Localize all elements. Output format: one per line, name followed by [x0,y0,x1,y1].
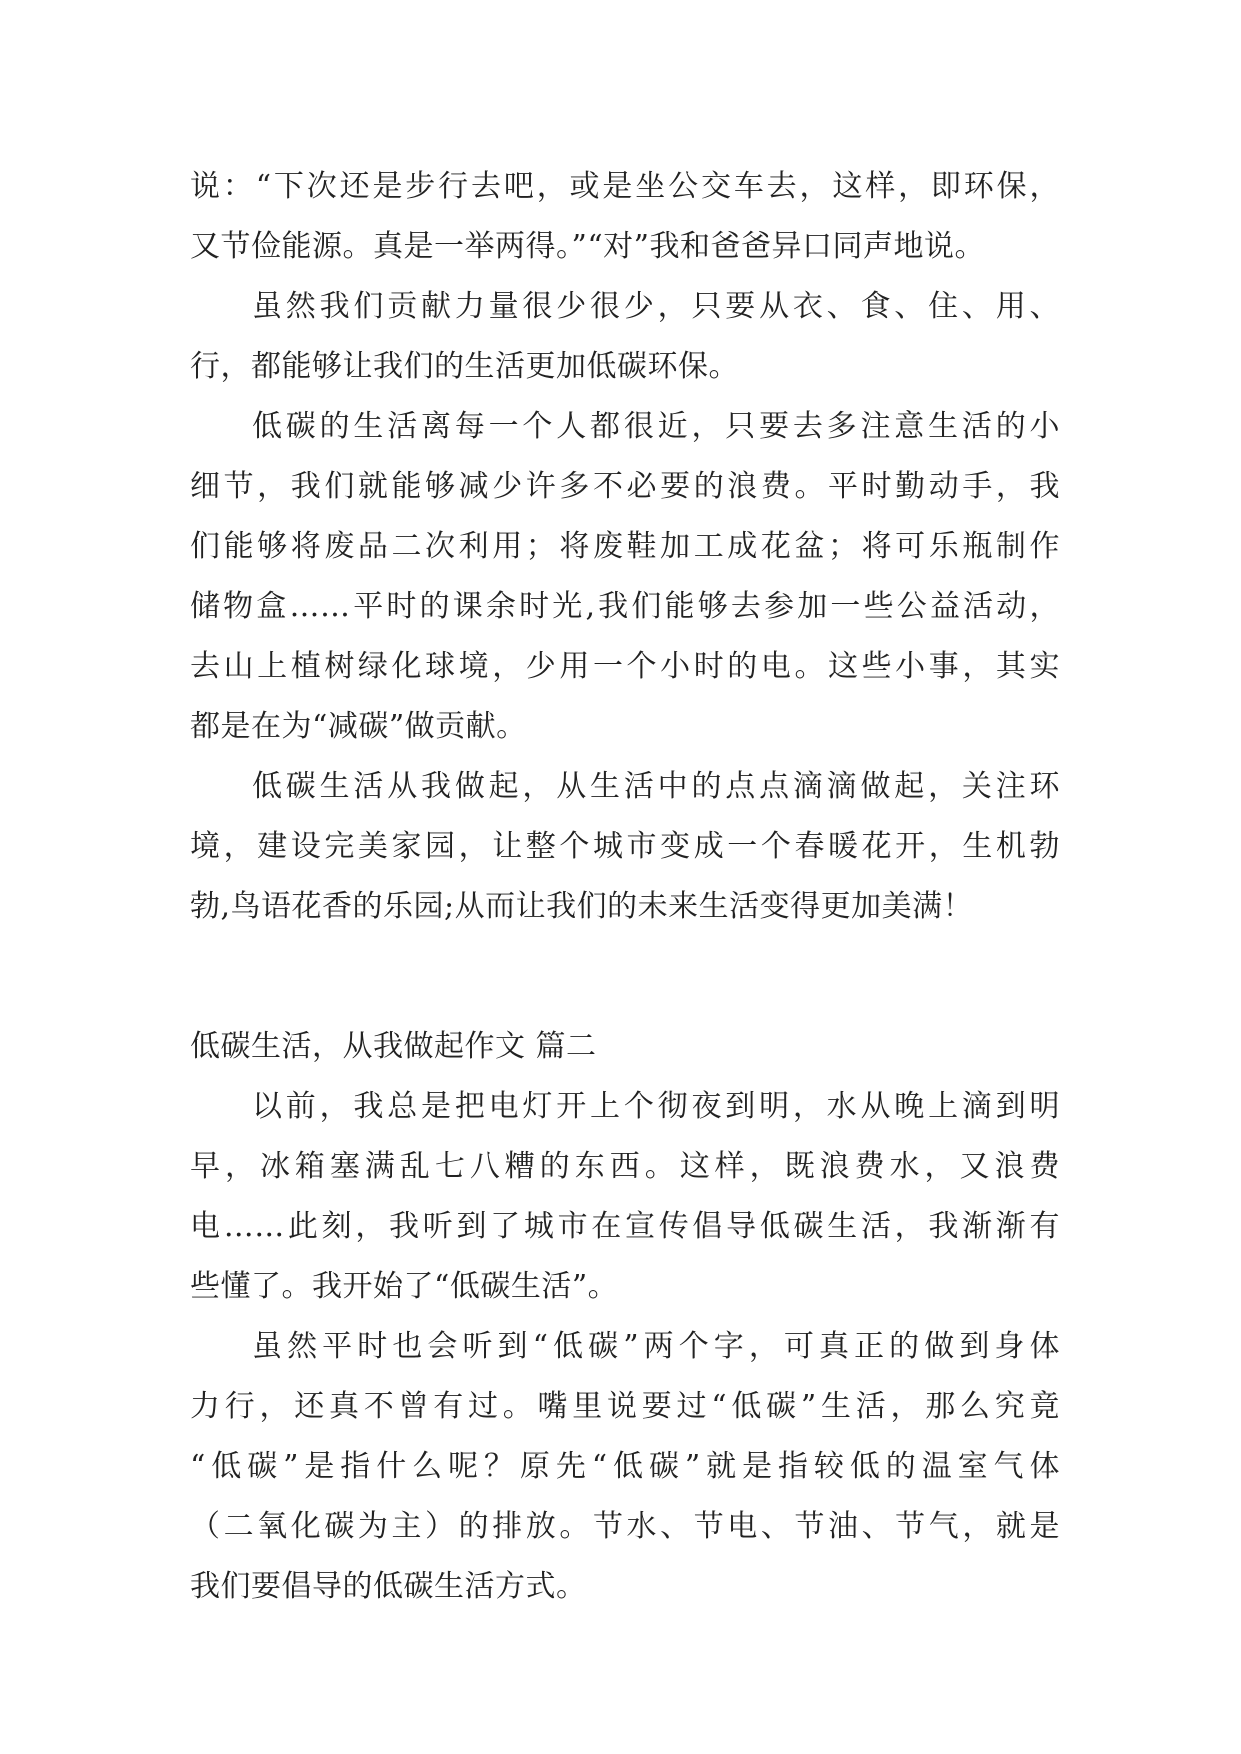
text-line: 虽然平时也会听到“低碳”两个字，可真正的做到身体 [252,1329,1060,1364]
section-heading: 低碳生活，从我做起作文 篇二 [190,1029,597,1064]
text-line: 储物盒……平时的课余时光,我们能够去参加一些公益活动， [190,589,1060,624]
text-line: 都是在为“减碳”做贡献。 [190,709,527,744]
text-line: 早，冰箱塞满乱七八糟的东西。这样，既浪费水，又浪费 [190,1149,1060,1184]
text-line: 虽然我们贡献力量很少很少，只要从衣、食、住、用、 [252,289,1060,324]
paragraph-continued-dialogue [190,157,1060,277]
text-line: 境，建设完美家园，让整个城市变成一个春暖花开，生机勃 [190,829,1060,864]
text-line: 又节俭能源。真是一举两得。”“对”我和爸爸异口同声地说。 [190,229,986,264]
document-page [190,157,1060,1617]
text-line: 些懂了。我开始了“低碳生活”。 [190,1269,619,1304]
text-line: 去山上植树绿化球境，少用一个小时的电。这些小事，其实 [190,649,1060,684]
text-line: 说：“下次还是步行去吧，或是坐公交车去，这样，即环保， [190,169,1060,204]
paragraph-conclusion [190,757,1060,937]
text-line: 低碳生活从我做起，从生活中的点点滴滴做起，关注环 [252,769,1060,804]
text-line: 勃,鸟语花香的乐园;从而让我们的未来生活变得更加美满！ [190,889,974,924]
text-line: “低碳”是指什么呢？原先“低碳”就是指较低的温室气体 [190,1449,1060,1484]
paragraph-low-carbon-life [190,397,1060,757]
text-line: 力行，还真不曾有过。嘴里说要过“低碳”生活，那么究竟 [190,1389,1060,1424]
text-line: 行，都能够让我们的生活更加低碳环保。 [190,349,739,384]
text-line: 低碳的生活离每一个人都很近，只要去多注意生活的小 [252,409,1060,444]
text-line: 细节，我们就能够减少许多不必要的浪费。平时勤动手，我 [190,469,1060,504]
paragraph-definition [190,1317,1060,1617]
text-line: （二氧化碳为主）的排放。节水、节电、节油、节气，就是 [190,1509,1060,1544]
text-line: 电……此刻，我听到了城市在宣传倡导低碳生活，我渐渐有 [190,1209,1060,1244]
paragraph-contribution [190,277,1060,397]
section-spacer [190,937,1060,1017]
text-line: 们能够将废品二次利用；将废鞋加工成花盆；将可乐瓶制作 [190,529,1060,564]
text-line: 我们要倡导的低碳生活方式。 [190,1569,587,1604]
text-line: 以前，我总是把电灯开上个彻夜到明，水从晚上滴到明 [252,1089,1060,1124]
paragraph-before [190,1077,1060,1317]
